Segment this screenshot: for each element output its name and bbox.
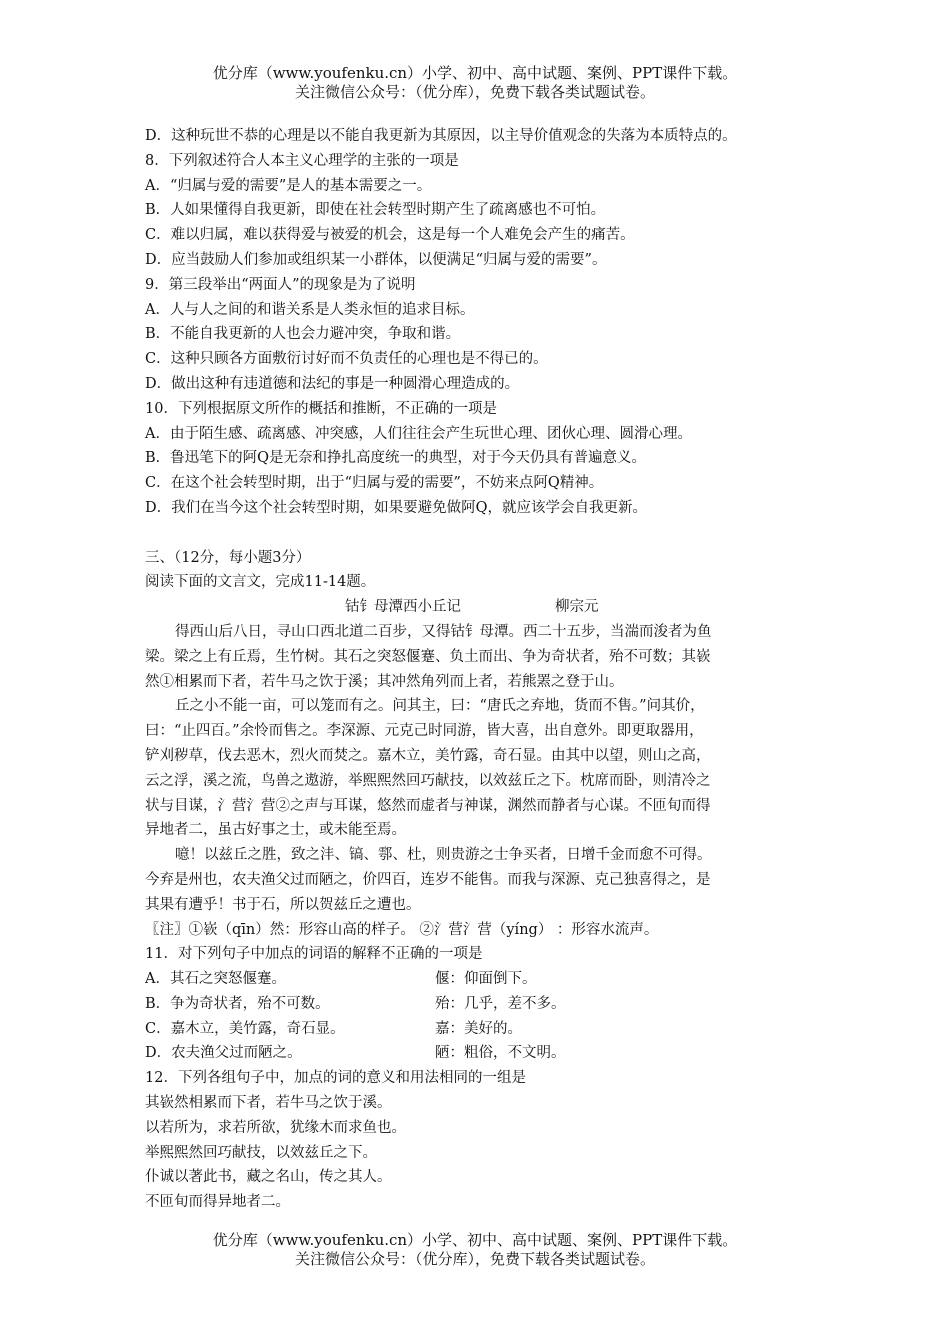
page-footer (0, 1231, 950, 1269)
q12-sentence: 其嵚然相累而下者，若牛马之饮于溪。 (145, 1095, 392, 1112)
question-11: 11．对下列句子中加点的词语的解释不正确的一项是 (145, 946, 483, 963)
passage-line: 曰：“止四百。”余怜而售之。李深源、元克己时同游，皆大喜，出自意外。即更取器用， (145, 723, 704, 740)
header-line-2: 关注微信公众号：（优分库），免费下载各类试题试卷。 (294, 83, 655, 101)
q11-option-c (145, 1017, 825, 1042)
q9-option-a: A．人与人之间的和谐关系是人类永恒的追求目标。 (145, 301, 475, 318)
section-spacer (145, 521, 825, 546)
passage-line: 其果有遭乎！书于石，所以贺兹丘之遭也。 (145, 896, 421, 913)
passage-line: 异地者二，虽古好事之士，或未能至焉。 (145, 822, 406, 839)
q10-option-c: C．在这个社会转型时期，出于“归属与爱的需要”，不妨来点阿Q精神。 (145, 475, 604, 492)
q11-option-a (145, 967, 825, 992)
q9-option-d: D．做出这种有违道德和法纪的事是一种圆滑心理造成的。 (145, 375, 520, 392)
passage-line: 今弃是州也，农夫渔父过而陋之，价四百，连岁不能售。而我与深源、克己独喜得之，是 (145, 871, 711, 888)
passage-line: 丘之小不能一亩，可以笼而有之。问其主，曰：“唐氏之弃地，货而不售。”问其价， (175, 698, 705, 715)
q12-sentence: 举熙熙然回巧献技，以效兹丘之下。 (145, 1144, 377, 1161)
document-body (145, 124, 825, 1215)
q10-option-a: A．由于陌生感、疏离感、冲突感，人们往往会产生玩世心理、团伙心理、圆滑心理。 (145, 425, 692, 442)
passage-line: 得西山后八日，寻山口西北道二百步，又得钴钅母潭。西二十五步，当湍而浚者为鱼 (175, 623, 712, 640)
footer-line-1: 优分库（www.youfenku.cn）小学、初中、高中试题、案例、PPT课件下载。 (212, 1231, 738, 1249)
q11-option-sentence: A．其石之突怒偃蹇。 (145, 971, 286, 988)
q12-sentence: 不匝旬而得异地者二。 (145, 1194, 290, 1211)
section-3-heading: 三、（12分，每小题3分） (145, 549, 311, 566)
passage-line: 然①相累而下者，若牛马之饮于溪；其冲然角列而上者，若熊罴之登于山。 (145, 673, 624, 690)
passage-line: 梁。梁之上有丘焉，生竹树。其石之突怒偃蹇、负土而出、争为奇状者，殆不可数；其嵚 (145, 648, 711, 665)
q8-option-c: C．难以归属，难以获得爱与被爱的机会，这是每一个人难免会产生的痛苦。 (145, 227, 635, 244)
q11-option-b (145, 992, 825, 1017)
q8-option-a: A．“归属与爱的需要”是人的基本需要之一。 (145, 177, 432, 194)
question-10: 10．下列根据原文所作的概括和推断，不正确的一项是 (145, 400, 497, 417)
q12-sentence: 仆诚以著此书，藏之名山，传之其人。 (145, 1169, 392, 1186)
footer-line-2: 关注微信公众号：（优分库），免费下载各类试题试卷。 (294, 1250, 655, 1268)
section-3-instruction: 阅读下面的文言文，完成11-14题。 (145, 574, 376, 591)
q12-sentence: 以若所为，求若所欲，犹缘木而求鱼也。 (145, 1119, 406, 1136)
header-line-1: 优分库（www.youfenku.cn）小学、初中、高中试题、案例、PPT课件下载。 (212, 64, 738, 82)
passage-line: 状与目谋，氵营氵营②之声与耳谋，悠然而虚者与神谋，渊然而静者与心谋。不匝旬而得 (145, 797, 711, 814)
q11-option-sentence: B．争为奇状者，殆不可数。 (145, 995, 330, 1012)
passage-note: 〖注〗①嵚（qīn）然：形容山高的样子。 ②氵营氵营（yíng） ：形容水流声。 (145, 921, 659, 938)
q10-option-d: D．我们在当今这个社会转型时期，如果要避免做阿Q，就应该学会自我更新。 (145, 499, 648, 516)
page-header (0, 64, 950, 102)
q11-option-explanation: 殆：几乎，差不多。 (435, 995, 566, 1012)
q9-option-b: B．不能自我更新的人也会力避冲突，争取和谐。 (145, 326, 461, 343)
passage-title-row (145, 595, 825, 620)
question-8: 8．下列叙述符合人本主义心理学的主张的一项是 (145, 152, 459, 169)
q11-option-sentence: D．农夫渔父过而陋之。 (145, 1045, 302, 1062)
passage-title: 钴钅母潭西小丘记 (345, 599, 461, 616)
question-9: 9．第三段举出“两面人”的现象是为了说明 (145, 276, 416, 293)
q10-option-b: B．鲁迅笔下的阿Q是无奈和挣扎高度统一的典型，对于今天仍具有普遍意义。 (145, 450, 647, 467)
q8-option-d: D．应当鼓励人们参加或组织某一小群体，以便满足“归属与爱的需要”。 (145, 251, 607, 268)
q9-option-c: C．这种只顾各方面敷衍讨好而不负责任的心理也是不得已的。 (145, 351, 548, 368)
q11-option-sentence: C．嘉木立，美竹露，奇石显。 (145, 1020, 345, 1037)
passage-author: 柳宗元 (555, 599, 599, 616)
question-12: 12．下列各组句子中，加点的词的意义和用法相同的一组是 (145, 1070, 526, 1087)
q11-option-explanation: 嘉：美好的。 (435, 1020, 522, 1037)
q11-option-d (145, 1041, 825, 1066)
q11-option-explanation: 偃：仰面倒下。 (435, 971, 537, 988)
passage-line: 云之浮，溪之流，鸟兽之遨游，举熙熙然回巧献技，以效兹丘之下。枕席而卧，则清冷之 (145, 772, 711, 789)
q8-option-b: B．人如果懂得自我更新，即使在社会转型时期产生了疏离感也不可怕。 (145, 202, 606, 219)
passage-line: 铲刈秽草，伐去恶木，烈火而焚之。嘉木立，美竹露，奇石显。由其中以望，则山之高， (145, 747, 711, 764)
passage-line: 噫！以兹丘之胜，致之沣、镐、鄠、杜，则贵游之士争买者，日增千金而愈不可得。 (175, 847, 712, 864)
option-d-q7: D．这种玩世不恭的心理是以不能自我更新为其原因，以主导价值观念的失落为本质特点的。 (145, 128, 737, 144)
q11-option-explanation: 陋：粗俗，不文明。 (435, 1045, 566, 1062)
